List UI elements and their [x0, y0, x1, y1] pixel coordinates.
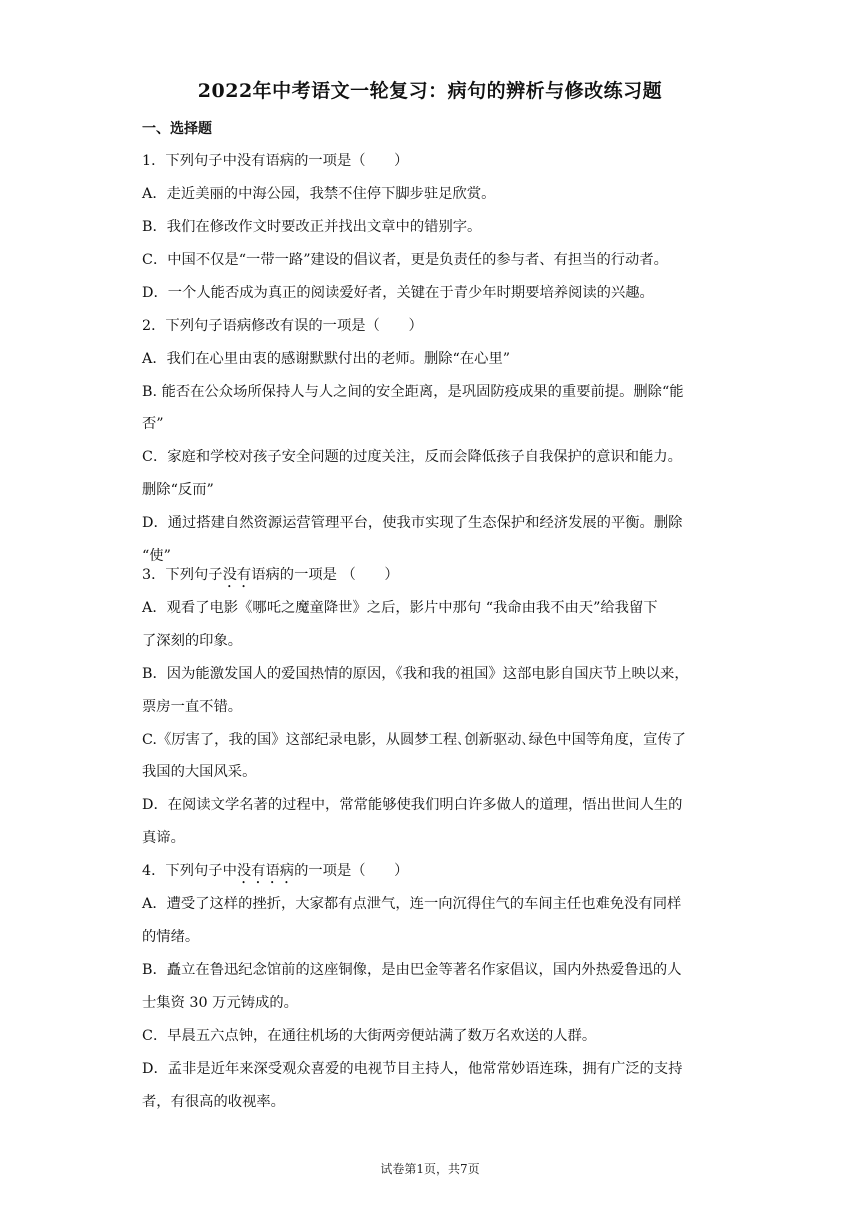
option-line: 了深刻的印象。: [142, 633, 243, 649]
option-line: B. 能否在公众场所保持人与人之间的安全距离，是巩固防疫成果的重要前提。删除“能: [142, 384, 684, 400]
option-line: 者，有很高的收视率。: [142, 1094, 285, 1110]
option-line: 的情绪。: [142, 929, 200, 945]
option-line: 士集资 30 万元铸成的。: [142, 995, 298, 1011]
option-line: 否”: [142, 416, 164, 432]
question-stem: [142, 151, 722, 177]
option-line: C．家庭和学校对孩子安全问题的过度关注，反而会降低孩子自我保护的意识和能力。: [142, 449, 682, 465]
option-line: C.《厉害了，我的国》这部纪录电影，从圆梦工程､创新驱动､绿色中国等角度，宣传了: [142, 732, 686, 748]
option-line: A．走近美丽的中海公园，我禁不住停下脚步驻足欣赏。: [142, 186, 496, 202]
section-title: 一、选择题: [142, 121, 212, 137]
question-stem: [142, 565, 722, 591]
option-line: 删除“反而”: [142, 482, 214, 498]
option-line: C．中国不仅是“一带一路”建设的倡议者，更是负责任的参与者、有担当的行动者。: [142, 252, 668, 268]
page-title: 2022年中考语文一轮复习：病句的辨析与修改练习题: [197, 80, 663, 102]
option-line: A．我们在心里由衷的感谢默默付出的老师。删除“在心里”: [142, 351, 511, 367]
option-line: B．我们在修改作文时要改正并找出文章中的错别字。: [142, 219, 482, 235]
stem-text: 1．下列句子中没有语病的一项是（ ）: [142, 153, 409, 169]
question-stem: [142, 861, 722, 887]
question-stem: [142, 316, 722, 342]
option-line: 票房一直不错。: [142, 699, 243, 715]
option-line: D．一个人能否成为真正的阅读爱好者，关键在于青少年时期要培养阅读的兴趣。: [142, 285, 654, 301]
option-line: 我国的大国风采。: [142, 764, 257, 780]
option-line: A．遭受了这样的挫折，大家都有点泄气，连一向沉得住气的车间主任也难免没有同样: [142, 896, 682, 912]
option-line: D．在阅读文学名著的过程中，常常能够使我们明白许多做人的道理，悟出世间人生的: [142, 797, 683, 813]
stem-text: 3．下列句子: [142, 567, 223, 583]
option-line: “使”: [142, 548, 171, 564]
option-line: D．孟非是近年来深受观众喜爱的电视节目主持人，他常常妙语连珠，拥有广泛的支持: [142, 1061, 683, 1077]
stem-emphasis: 没有语病: [236, 863, 295, 879]
stem-text-end: 的一项是（ ）: [294, 863, 409, 879]
stem-text: 4．下列句子中: [142, 863, 237, 879]
option-line: B．矗立在鲁迅纪念馆前的这座铜像，是由巴金等著名作家倡议，国内外热爱鲁迅的人: [142, 962, 682, 978]
stem-emphasis: 没有: [222, 567, 252, 583]
option-line: A．观看了电影《哪吒之魔童降世》之后，影片中那句 “我命由我不由天”给我留下: [142, 600, 658, 616]
option-line: 真谛。: [142, 830, 185, 846]
option-line: D．通过搭建自然资源运营管理平台，使我市实现了生态保护和经济发展的平衡。删除: [142, 515, 683, 531]
stem-text: 2．下列句子语病修改有误的一项是（ ）: [142, 318, 423, 334]
option-line: B．因为能激发国人的爱国热情的原因，《我和我的祖国》这部电影自国庆节上映以来，: [142, 666, 689, 682]
page-footer: 试卷第1页，共7页: [380, 1162, 480, 1176]
option-line: C．早晨五六点钟，在通往机场的大街两旁便站满了数万名欢送的人群。: [142, 1028, 597, 1044]
stem-text-end: 语病的一项是 （ ）: [251, 567, 399, 583]
